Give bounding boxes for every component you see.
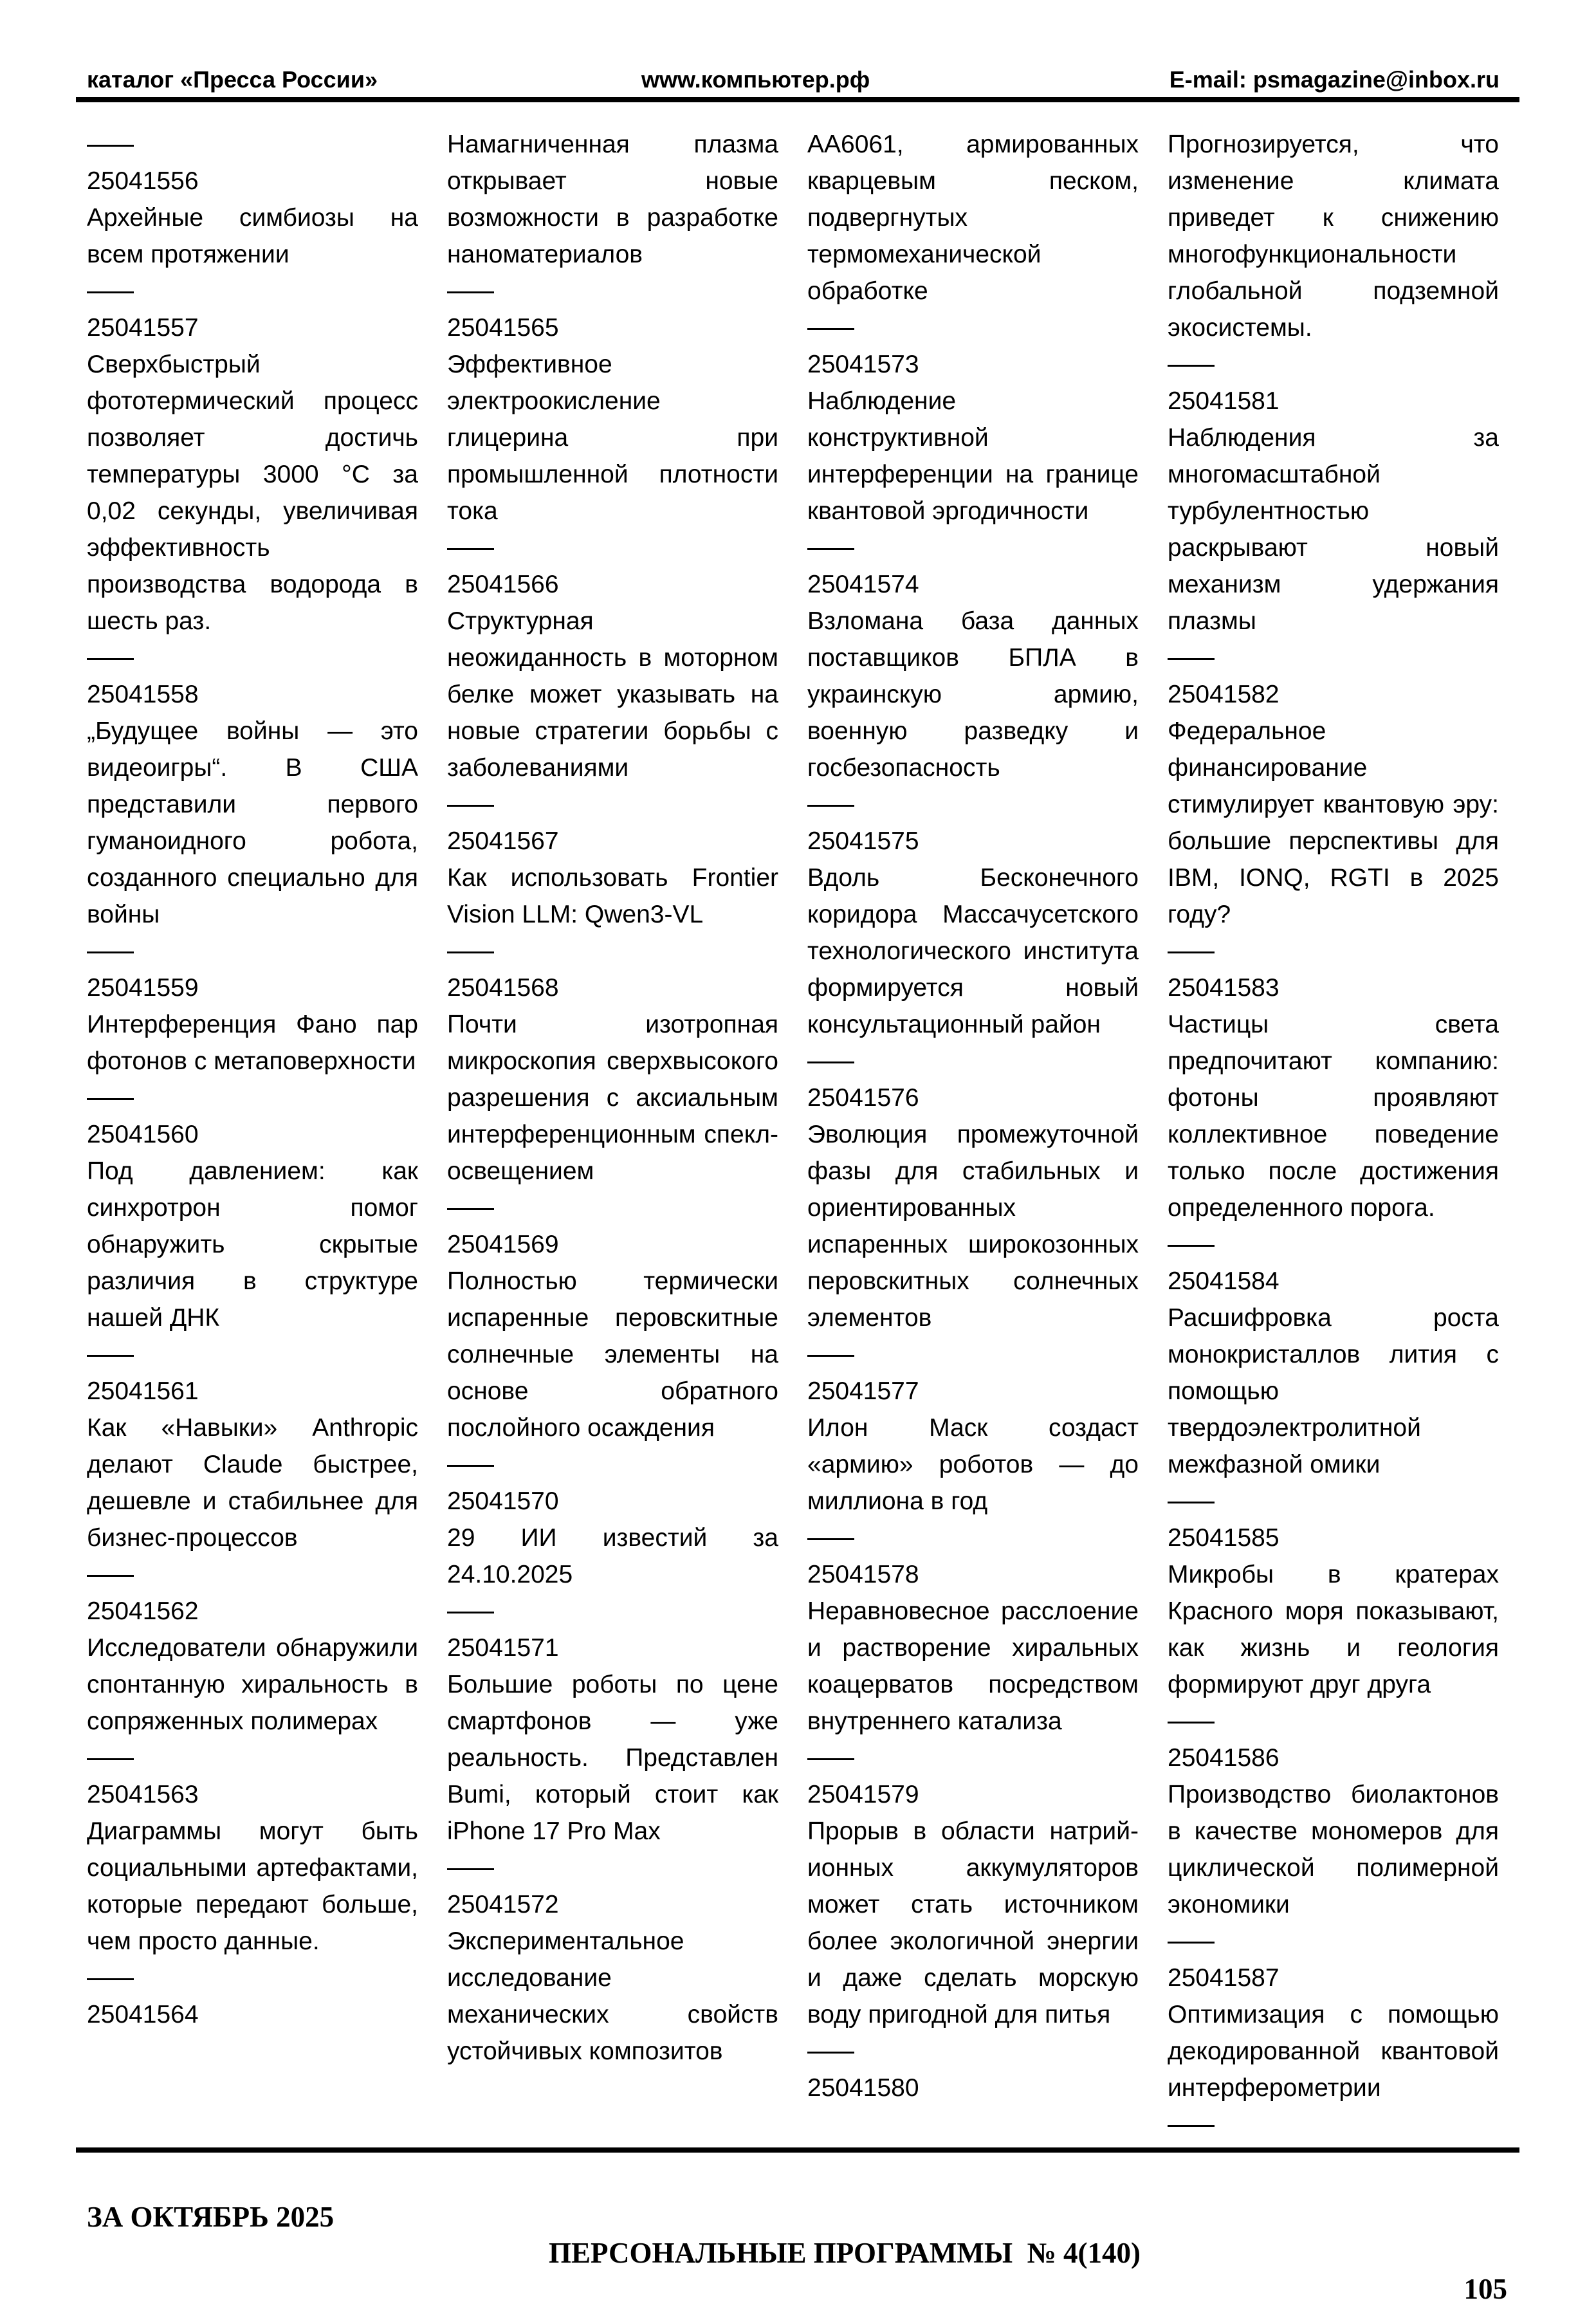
entry-title: Илон Маск создаст «армию» роботов — до миллиона в год: [807, 1414, 1139, 1515]
entry-title: Федеральное финансирование стимулирует квантовую эру: большие перспективы для IBM, IONQ, RGTI в 2025 году?: [1168, 717, 1499, 928]
entry-title: Вдоль Бесконечного коридора Массачусетского технологического института формируется новый консультационный район: [807, 864, 1139, 1038]
entry-separator: [1168, 1483, 1499, 1520]
entry-separator: [87, 273, 418, 309]
footer-page-number: 105: [1463, 2273, 1507, 2305]
entry-separator: [807, 1740, 1139, 1776]
entry-title: Как использовать Frontier Vision LLM: Qwen3-VL: [447, 864, 778, 928]
entry-separator: [807, 309, 1139, 346]
entry-title: Расшифровка роста монокристаллов лития с помощью твердоэлектролитной межфазной омики: [1168, 1304, 1499, 1478]
entry-id: 25041556: [87, 167, 199, 195]
entry-title: Микробы в кратерах Красного моря показывают, как жизнь и геология формируют друг друга: [1168, 1561, 1499, 1698]
entry-id: 25041579: [807, 1781, 919, 1808]
entries-columns: [87, 126, 1500, 2143]
entry-title: Наблюдение конструктивной интерференции на границе квантовой эргодичности: [807, 387, 1139, 525]
entry-separator: [1168, 346, 1499, 383]
entry-id: 25041570: [447, 1487, 559, 1515]
entry-id: 25041568: [447, 974, 559, 1002]
entry-title: Оптимизация с помощью декодированной квантовой интерферометрии: [1168, 2001, 1499, 2102]
text-column: [87, 126, 418, 2143]
entry-separator: [447, 1190, 778, 1226]
entry-id: 25041581: [1168, 387, 1280, 415]
entry-title: Эффективное электроокисление глицерина при промышленной плотности тока: [447, 351, 778, 525]
entry-id: 25041561: [87, 1377, 199, 1405]
website-url: www.компьютер.рф: [641, 66, 870, 93]
entry-id: 25041571: [447, 1634, 559, 1662]
email-address: E-mail: psmagazine@inbox.ru: [1169, 66, 1500, 93]
page-header: [87, 66, 1509, 96]
footer-publication-title: ПЕРСОНАЛЬНЫЕ ПРОГРАММЫ № 4(140): [549, 2237, 1141, 2269]
entry-separator: [87, 126, 418, 163]
entry-separator: [87, 1080, 418, 1116]
entry-title: Большие роботы по цене смартфонов — уже реальность. Представлен Bumi, который стоит как iPhone 17 Pro Max: [447, 1671, 778, 1845]
entry-title: Прорыв в области натрий-ионных аккумуляторов может стать источником более экологичной энергии и даже сделать морскую воду пригодной для питья: [807, 1817, 1139, 2028]
entry-id: 25041580: [807, 2074, 919, 2102]
entry-id: 25041560: [87, 1121, 199, 1148]
entry-title: Производство биолактонов в качестве мономеров для циклической полимерной экономики: [1168, 1781, 1499, 1918]
entry-title: Экспериментальное исследование механических свойств устойчивых композитов: [447, 1927, 778, 2065]
entry-separator: [1168, 933, 1499, 970]
entry-title: Наблюдения за многомасштабной турбулентностью раскрывают новый механизм удержания плазмы: [1168, 424, 1499, 635]
header-rule: [76, 97, 1519, 102]
entry-title: „Будущее войны — это видеоигры“. В США представили первого гуманоидного робота, созданного специально для войны: [87, 717, 418, 928]
entry-separator: [87, 1556, 418, 1593]
page-footer: [87, 2163, 1509, 2305]
entry-id: 25041575: [807, 827, 919, 855]
entry-id: 25041578: [807, 1561, 919, 1588]
entry-title: АА6061, армированных кварцевым песком, подвергнутых термомеханической обработке: [807, 131, 1139, 305]
entry-id: 25041563: [87, 1781, 199, 1808]
entry-id: 25041584: [1168, 1267, 1280, 1295]
text-column: [447, 126, 778, 2143]
entry-separator: [87, 1336, 418, 1373]
entry-separator: [87, 933, 418, 970]
entry-id: 25041576: [807, 1084, 919, 1112]
entry-separator: [447, 1593, 778, 1630]
text-column: [1168, 126, 1499, 2143]
entry-separator: [447, 529, 778, 566]
entry-id: 25041557: [87, 314, 199, 342]
entry-id: 25041572: [447, 1891, 559, 1918]
entry-separator: [1168, 639, 1499, 676]
entry-separator: [1168, 1923, 1499, 1960]
entry-title: Структурная неожиданность в моторном белке может указывать на новые стратегии борьбы с заболеваниями: [447, 607, 778, 782]
catalog-name: каталог «Пресса России»: [87, 66, 378, 93]
entry-title: Взломана база данных поставщиков БПЛА в украинскую армию, военную разведку и госбезопасность: [807, 607, 1139, 782]
entry-id: 25041562: [87, 1597, 199, 1625]
footer-issue-period: ЗА ОКТЯБРЬ 2025: [87, 2201, 335, 2233]
entry-id: 25041565: [447, 314, 559, 342]
entry-separator: [807, 529, 1139, 566]
entry-separator: [1168, 1703, 1499, 1740]
entry-id: 25041574: [807, 571, 919, 598]
entry-separator: [807, 1336, 1139, 1373]
entry-title: Прогнозируется, что изменение климата приведет к снижению многофункциональности глобальной подземной экосистемы.: [1168, 131, 1499, 342]
entry-id: 25041582: [1168, 681, 1280, 708]
entry-separator: [807, 2033, 1139, 2070]
entry-id: 25041567: [447, 827, 559, 855]
entry-separator: [807, 1520, 1139, 1556]
entry-id: 25041587: [1168, 1964, 1280, 1992]
entry-title: Почти изотропная микроскопия сверхвысокого разрешения с аксиальным интерференционным спекл-освещением: [447, 1011, 778, 1185]
entry-separator: [807, 786, 1139, 823]
entry-id: 25041559: [87, 974, 199, 1002]
entry-separator: [1168, 1226, 1499, 1263]
entry-separator: [447, 1446, 778, 1483]
entry-id: 25041585: [1168, 1524, 1280, 1552]
entry-title: Сверхбыстрый фототермический процесс позволяет достичь температуры 3000 °C за 0,02 секунды, увеличивая эффективность производства водорода в шесть раз.: [87, 351, 418, 635]
entry-title: Интерференция Фано пар фотонов с метаповерхности: [87, 1011, 418, 1075]
entry-separator: [87, 1960, 418, 1996]
entry-id: 25041564: [87, 2001, 199, 2028]
entry-title: Под давлением: как синхротрон помог обнаружить скрытые различия в структуре нашей ДНК: [87, 1157, 418, 1332]
entry-id: 25041566: [447, 571, 559, 598]
entry-separator: [807, 1043, 1139, 1080]
entry-title: Диаграммы могут быть социальными артефактами, которые передают больше, чем просто данные.: [87, 1817, 418, 1955]
entry-id: 25041569: [447, 1231, 559, 1258]
entry-id: 25041558: [87, 681, 199, 708]
entry-title: Как «Навыки» Anthropic делают Claude быстрее, дешевле и стабильнее для бизнес-процессов: [87, 1414, 418, 1552]
entry-title: 29 ИИ известий за 24.10.2025: [447, 1524, 778, 1588]
entry-title: Полностью термически испаренные перовскитные солнечные элементы на основе обратного послойного осаждения: [447, 1267, 778, 1442]
entry-id: 25041577: [807, 1377, 919, 1405]
entry-id: 25041586: [1168, 1744, 1280, 1772]
entry-title: Эволюция промежуточной фазы для стабильных и ориентированных испаренных широкозонных перовскитных солнечных элементов: [807, 1121, 1139, 1332]
entry-separator: [447, 786, 778, 823]
entry-separator: [87, 1740, 418, 1776]
entry-title: Неравновесное расслоение и растворение хиральных коацерватов посредством внутреннего катализа: [807, 1597, 1139, 1735]
entry-separator: [447, 1850, 778, 1886]
entry-separator: [447, 933, 778, 970]
entry-title: Исследователи обнаружили спонтанную хиральность в сопряженных полимерах: [87, 1634, 418, 1735]
entry-title: Архейные симбиозы на всем протяжении: [87, 204, 418, 268]
entry-id: 25041573: [807, 351, 919, 378]
entry-title: Намагниченная плазма открывает новые возможности в разработке наноматериалов: [447, 131, 778, 268]
entry-separator: [447, 273, 778, 309]
entry-id: 25041583: [1168, 974, 1280, 1002]
entry-separator: [87, 639, 418, 676]
entry-title: Частицы света предпочитают компанию: фотоны проявляют коллективное поведение только после достижения определенного порога.: [1168, 1011, 1499, 1222]
text-column: [807, 126, 1139, 2143]
entry-separator: [1168, 2106, 1499, 2143]
footer-rule: [76, 2147, 1519, 2153]
